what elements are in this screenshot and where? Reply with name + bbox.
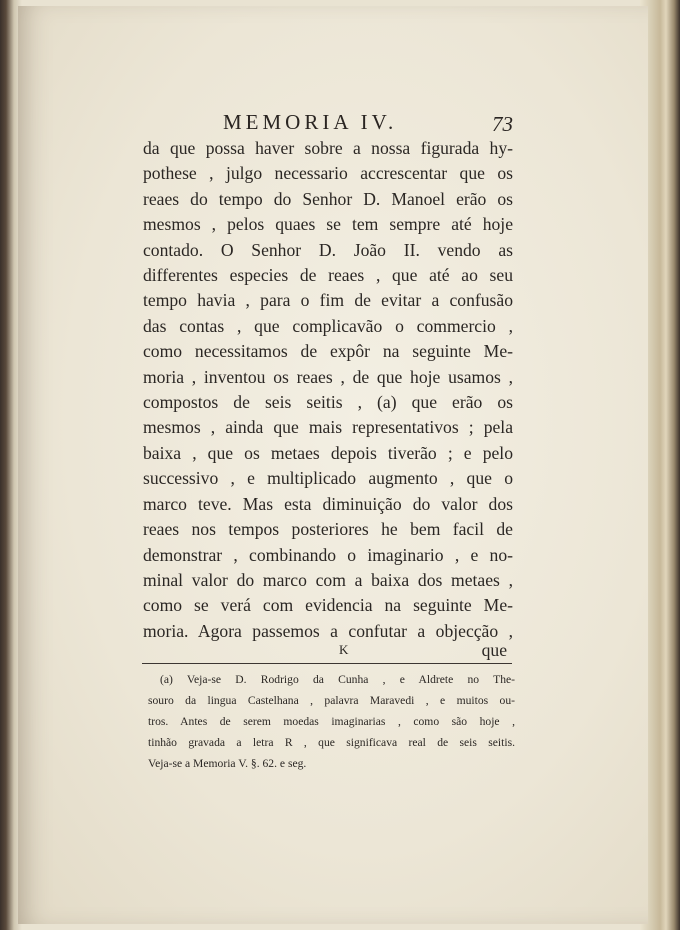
footnote-rule bbox=[142, 663, 512, 664]
text-line: da que possa haver sobre a nossa figurada hy- bbox=[143, 138, 513, 158]
text-line: minal valor do marco com a baixa dos metaes , bbox=[143, 569, 513, 590]
text-line: compostos de seis seitis , (a) que erão os bbox=[143, 392, 513, 413]
text-line: demonstrar , combinando o imaginario , e no- bbox=[143, 544, 513, 565]
text-line: mesmos , ainda que mais representativos ; pela bbox=[143, 417, 513, 438]
book-page bbox=[18, 6, 648, 924]
footnote-line-last: Veja-se a Memoria V. §. 62. e seg. bbox=[148, 757, 307, 770]
text-line: reaes do tempo do Senhor D. Manoel erão os bbox=[143, 188, 513, 209]
text-line: das contas , que complicavão o commercio , bbox=[143, 315, 513, 336]
text-line: moria , inventou os reaes , de que hoje usamos , bbox=[143, 366, 513, 387]
text-line: moria. Agora passemos a confutar a objecção , bbox=[143, 620, 513, 641]
text-line: differentes especies de reaes , que até ao seu bbox=[143, 265, 513, 286]
footnote-line: (a) Veja-se D. Rodrigo da Cunha , e Aldrete no The- bbox=[160, 673, 515, 686]
text-line: como necessitamos de expôr na seguinte Me- bbox=[143, 341, 513, 362]
footnote bbox=[148, 669, 515, 774]
text-line: reaes nos tempos posteriores he bem facil de bbox=[143, 519, 513, 540]
text-line: como se verá com evidencia na seguinte Me- bbox=[143, 595, 513, 616]
text-line: marco teve. Mas esta diminuição do valor dos bbox=[143, 493, 513, 514]
running-title: MEMORIA IV. bbox=[223, 110, 398, 134]
signature-mark: K bbox=[339, 642, 349, 657]
text-line: successivo , e multiplicado augmento , que o bbox=[143, 468, 513, 489]
text-line: pothese , julgo necessario accrescentar que os bbox=[143, 163, 513, 184]
footnote-line: tinhão gravada a letra R , que significava real de seis seitis. bbox=[148, 736, 515, 749]
footnote-line: tros. Antes de serem moedas imaginarias , como são hoje , bbox=[148, 715, 515, 728]
catch-line bbox=[143, 640, 513, 662]
page-number: 73 bbox=[492, 112, 513, 136]
footnote-line: souro da lingua Castelhana , palavra Maravedi , e muitos ou- bbox=[148, 694, 515, 707]
body-text bbox=[143, 136, 513, 644]
text-line: mesmos , pelos quaes se tem sempre até hoje bbox=[143, 214, 513, 235]
text-line: tempo havia , para o fim de evitar a confusão bbox=[143, 290, 513, 311]
text-line: baixa , que os metaes depois tiverão ; e pelo bbox=[143, 442, 513, 463]
catchword: que bbox=[481, 640, 507, 660]
text-line: contado. O Senhor D. João II. vendo as bbox=[143, 239, 513, 260]
